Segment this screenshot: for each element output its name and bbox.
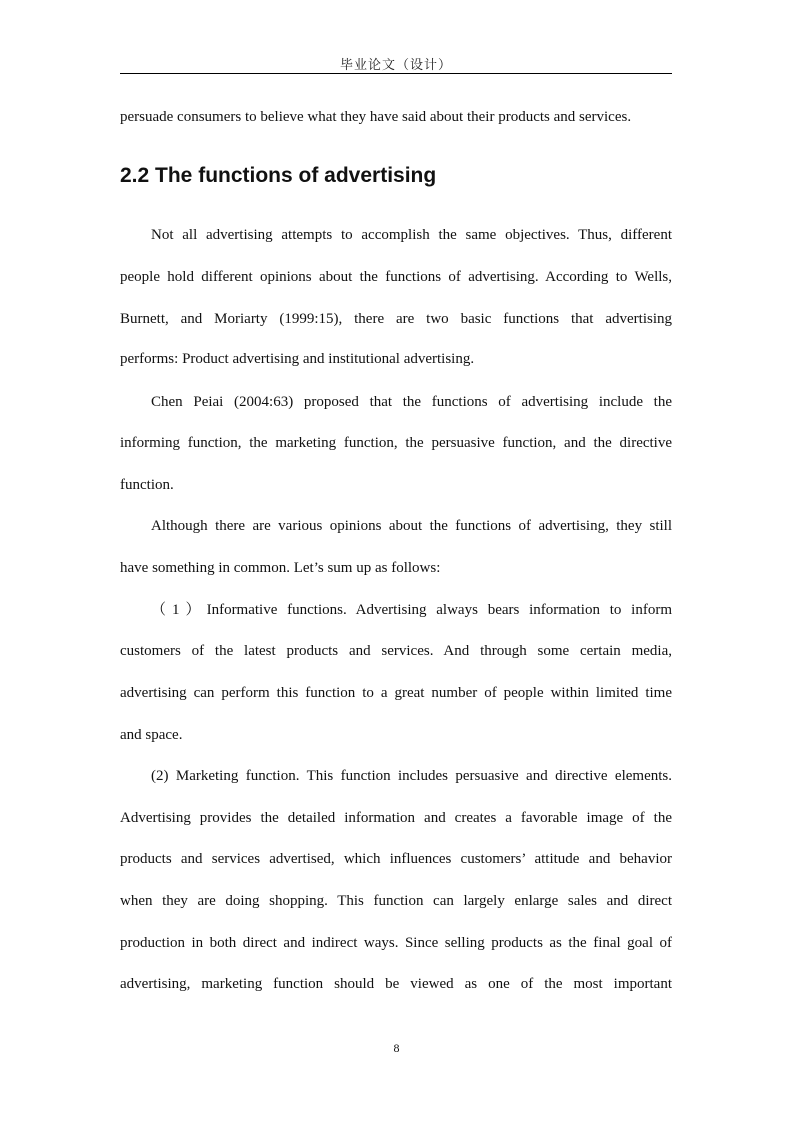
body-line: advertising can perform this function to a great number of people within limited time	[120, 685, 672, 701]
page-number: 8	[393, 1041, 400, 1055]
body-line: persuade consumers to believe what they have said about their products and services.	[120, 109, 632, 125]
section-heading: 2.2 The functions of advertising	[120, 164, 437, 187]
body-line: Chen Peiai (2004:63) proposed that the functions of advertising include the	[151, 394, 672, 410]
body-line: informing function, the marketing function, the persuasive function, and the directive	[120, 435, 672, 451]
body-line: production in both direct and indirect ways. Since selling products as the final goal of	[120, 935, 672, 951]
body-line: have something in common. Let’s sum up as follows:	[120, 560, 441, 576]
body-line: (2) Marketing function. This function includes persuasive and directive elements.	[151, 768, 672, 784]
body-line: Advertising provides the detailed information and creates a favorable image of the	[120, 810, 672, 826]
header-rule	[120, 73, 672, 74]
body-line: function.	[120, 477, 174, 493]
body-line: customers of the latest products and services. And through some certain media,	[120, 643, 672, 659]
body-line: （1）Informative functions. Advertising always bears information to inform	[151, 602, 672, 618]
body-line: people hold different opinions about the functions of advertising. According to Wells,	[120, 269, 672, 285]
body-line: products and services advertised, which influences customers’ attitude and behavior	[120, 851, 672, 867]
body-line: Although there are various opinions about the functions of advertising, they still	[151, 518, 672, 534]
body-line: Not all advertising attempts to accomplish the same objectives. Thus, different	[151, 227, 672, 243]
header-title: 毕业论文（设计）	[339, 57, 452, 72]
body-line: Burnett, and Moriarty (1999:15), there are two basic functions that advertising	[120, 311, 672, 327]
body-line: when they are doing shopping. This function can largely enlarge sales and direct	[120, 893, 672, 909]
body-line: and space.	[120, 727, 183, 743]
body-line: performs: Product advertising and institutional advertising.	[120, 351, 475, 367]
body-line: advertising, marketing function should be viewed as one of the most important	[120, 976, 672, 992]
